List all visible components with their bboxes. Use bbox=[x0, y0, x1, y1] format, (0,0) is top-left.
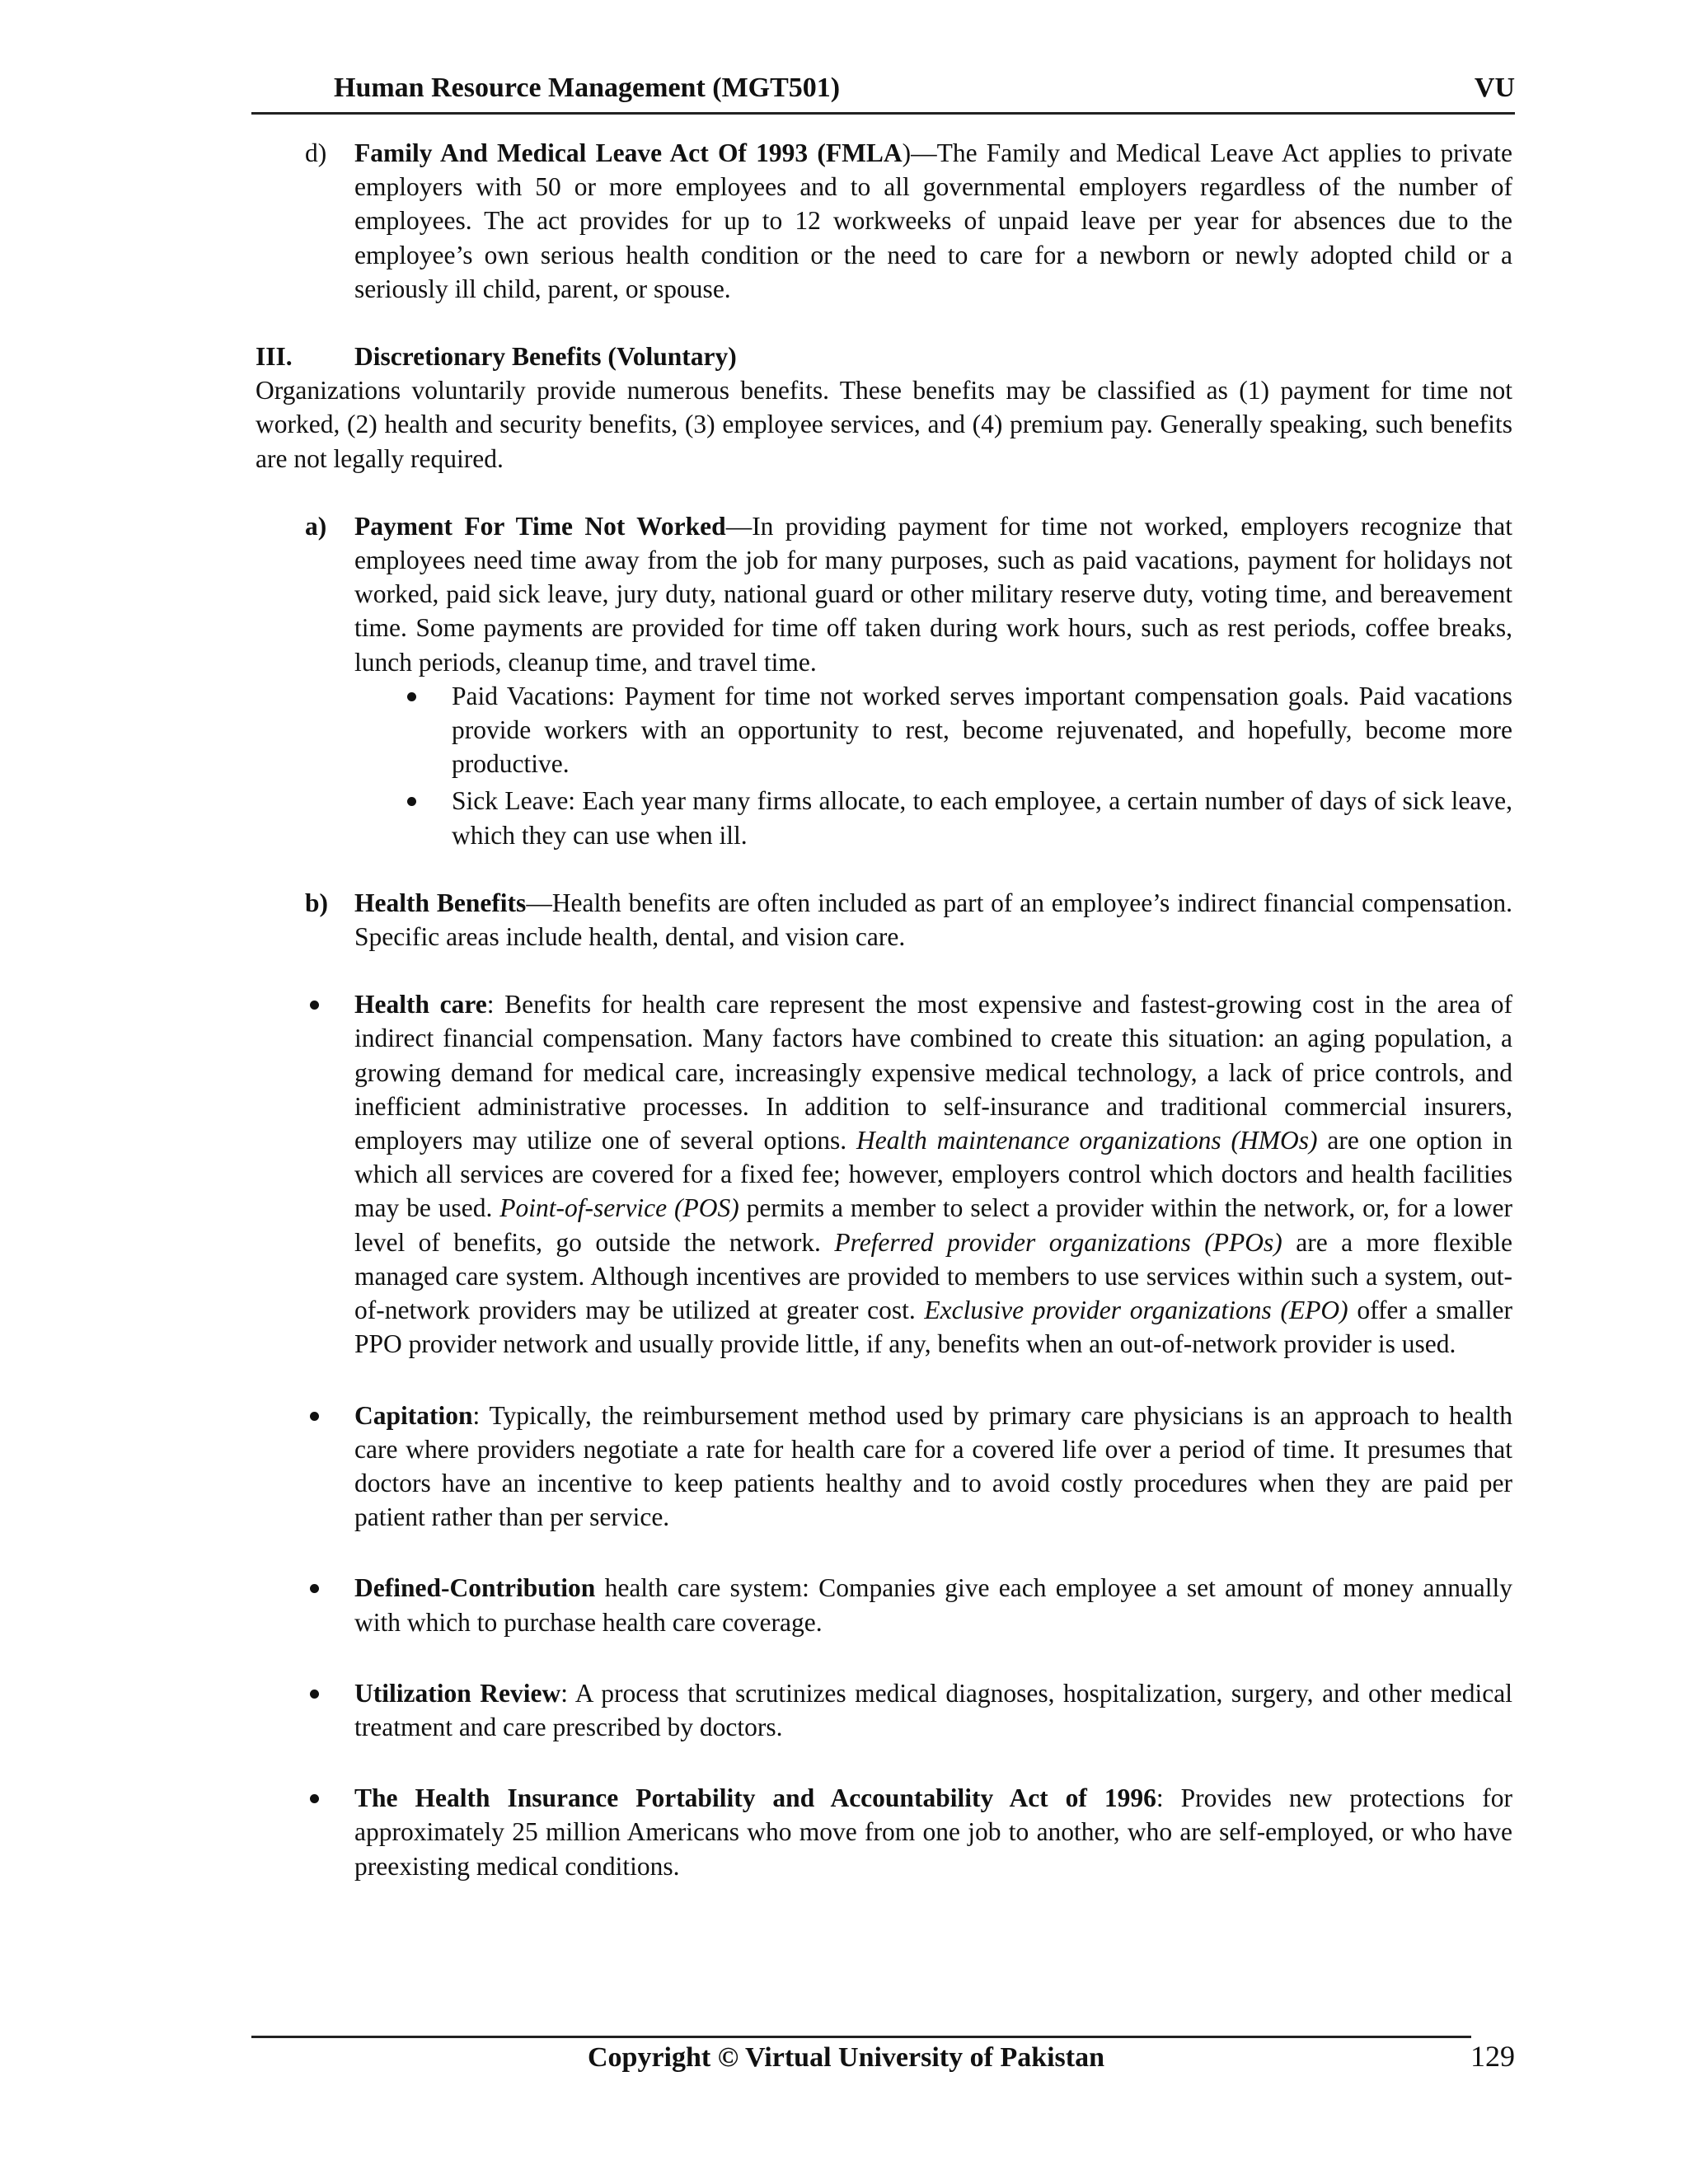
fmla-item bbox=[256, 136, 1512, 306]
bullet-icon bbox=[256, 1571, 354, 1638]
bullet-icon bbox=[256, 987, 354, 1361]
header-vu: VU bbox=[1474, 73, 1515, 103]
payment-item bbox=[256, 509, 1512, 679]
section-intro: Organizations voluntarily provide numerous benefits. These benefits may be classified as (1) payment for time not worked, (2) health and security benefits, (3) employee services, and (4) premium pay. Generally speaking, such benefits are not legally required. bbox=[256, 376, 1512, 473]
bullet-icon bbox=[256, 1676, 354, 1744]
item-body: Capitation: Typically, the reimbursement method used by primary care physicians is an approach to health care where providers negotiate a rate for health care for a covered life over a period of time. It presumes that doctors have an incentive to keep patients healthy and to avoid costly procedures when they are paid per patient rather than per service. bbox=[354, 1400, 1512, 1532]
page-number: 129 bbox=[1470, 2040, 1515, 2073]
section-heading bbox=[256, 340, 1512, 373]
item-body: The Health Insurance Portability and Accountability Act of 1996: Provides new protections for approximately 25 million Americans who move from one job to another, who are self-employed, or who have preexisting medical conditions. bbox=[354, 1783, 1512, 1881]
defined-contribution-item bbox=[256, 1571, 1512, 1638]
item-marker: a) bbox=[305, 511, 327, 541]
list-item: Sick Leave: Each year many firms allocate, to each employee, a certain number of days of sick leave, which they can use when ill. bbox=[354, 784, 1512, 851]
health-benefits-item bbox=[256, 886, 1512, 954]
item-body: Payment For Time Not Worked—In providing payment for time not worked, employers recognize that employees need time away from the job for many purposes, such as paid vacations, payment for holidays not worked, paid sick leave, jury duty, national guard or other military reserve duty, voting time, and bereavement time. Some payments are provided for time off taken during work hours, such as rest periods, coffee breaks, lunch periods, cleanup time, and travel time. bbox=[354, 511, 1512, 677]
page-content bbox=[256, 136, 1512, 1883]
footer-divider bbox=[251, 2036, 1471, 2038]
footer-copyright: Copyright © Virtual University of Pakistan bbox=[588, 2042, 1105, 2073]
capitation-item bbox=[256, 1399, 1512, 1535]
hipaa-item bbox=[256, 1781, 1512, 1883]
bullet-icon bbox=[354, 784, 452, 851]
item-bold: Family And Medical Leave Act Of 1993 (FMLA bbox=[354, 138, 903, 167]
item-body: Health care: Benefits for health care represent the most expensive and fastest-growing cost in the area of indirect financial compensation. Many factors have combined to create this situation: an aging population, a growing demand for medical care, increasingly expensive medical technology, a lack of price controls, and inefficient administrative processes. In addition to self-insurance and traditional commercial insurers, employers may utilize one of several options. Health maintenance organizations (HMOs) are one option in which all services are covered for a fixed fee; however, employers control which doctors and health facilities may be used. Point-of-service (POS) permits a member to select a provider within the network, or, for a lower level of benefits, go outside the network. Preferred provider organizations (PPOs) are a more flexible managed care system. Although incentives are provided to members to use services within such a system, out-of-network providers may be utilized at greater cost. Exclusive provider organizations (EPO) offer a smaller PPO provider network and usually provide little, if any, benefits when an out-of-network provider is used. bbox=[354, 990, 1512, 1359]
utilization-review-item bbox=[256, 1676, 1512, 1744]
page-header bbox=[251, 73, 1515, 115]
bullet-icon bbox=[354, 679, 452, 781]
item-marker: b) bbox=[305, 888, 329, 917]
bullet-icon bbox=[256, 1781, 354, 1883]
list-item: Paid Vacations: Payment for time not worked serves important compensation goals. Paid vacations provide workers with an opportunity to rest, become rejuvenated, and hopefully, become more productive. bbox=[354, 679, 1512, 781]
health-care-item bbox=[256, 987, 1512, 1361]
section-number: III. bbox=[256, 342, 293, 372]
item-bold: Health Benefits bbox=[354, 888, 527, 917]
header-title: Human Resource Management (MGT501) bbox=[334, 73, 841, 103]
item-body: Defined-Contribution health care system: Companies give each employee a set amount of money annually with which to purchase health care coverage. bbox=[354, 1573, 1512, 1637]
item-body: Utilization Review: A process that scrutinizes medical diagnoses, hospitalization, surgery, and other medical treatment and care prescribed by doctors. bbox=[354, 1678, 1512, 1741]
section-title: Discretionary Benefits (Voluntary) bbox=[354, 342, 737, 372]
item-body: Family And Medical Leave Act Of 1993 (FMLA)—The Family and Medical Leave Act applies to private employers with 50 or more employees and to all governmental employers regardless of the number of employees. The act provides for up to 12 workweeks of unpaid leave per year for absences due to the employee’s own serious health condition or the need to care for a newborn or newly adopted child or a seriously ill child, parent, or spouse. bbox=[354, 138, 1512, 303]
item-marker: d) bbox=[305, 138, 327, 167]
item-bold: Payment For Time Not Worked bbox=[354, 511, 726, 541]
item-body: Health Benefits—Health benefits are often included as part of an employee’s indirect financial compensation. Specific areas include health, dental, and vision care. bbox=[354, 888, 1512, 952]
bullet-icon bbox=[256, 1399, 354, 1535]
